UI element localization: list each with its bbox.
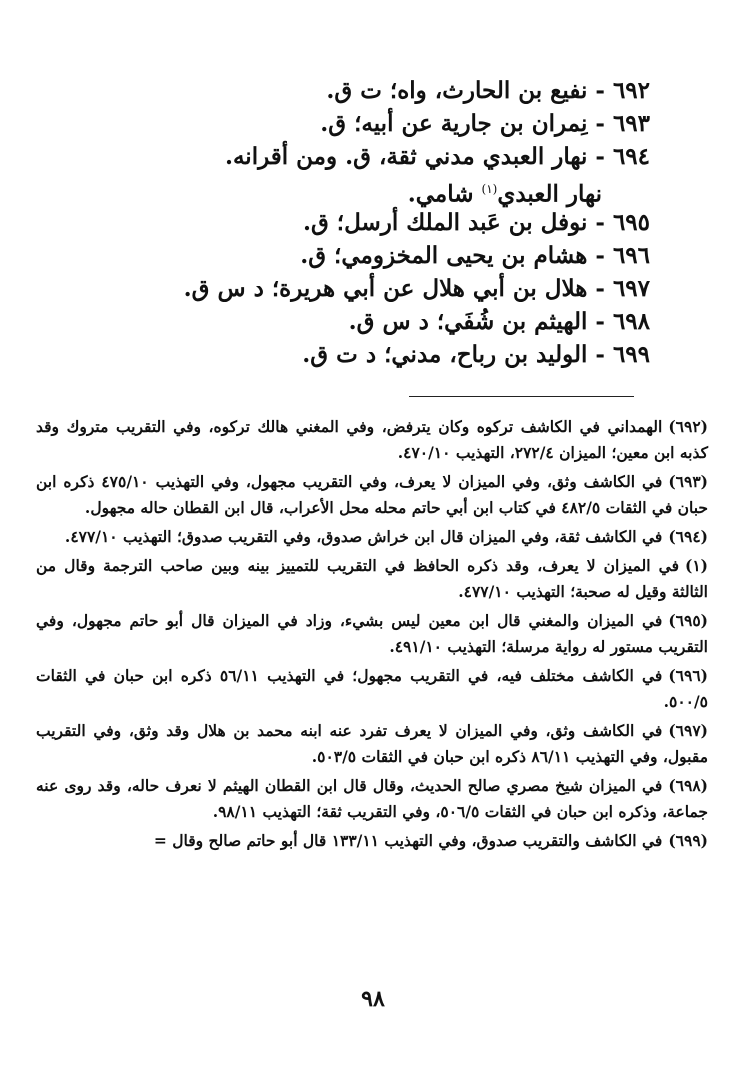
footnote <box>36 828 708 854</box>
footnote <box>36 663 708 715</box>
entry-text: الهيثم بن شُفَي؛ د س ق. <box>348 308 588 335</box>
entry-number: ٦٩٥ - <box>595 209 650 236</box>
footnote-tag: (٦٩٦) <box>668 666 708 685</box>
footnote <box>36 773 708 825</box>
entry-text: نهار العبدي <box>497 180 602 208</box>
entry-number: ٦٩٩ - <box>595 341 650 368</box>
entry-text: شامي. <box>407 180 482 208</box>
list-item <box>130 338 650 371</box>
entry-text: نهار العبدي مدني ثقة، ق. ومن أقرانه. <box>224 143 588 170</box>
footnote <box>36 608 708 660</box>
footnote-reference[interactable]: (١) <box>481 182 498 196</box>
entry-number: ٦٩٤ - <box>595 143 650 170</box>
footnote-tag: (٦٩٢) <box>668 417 708 436</box>
footnotes <box>36 414 708 857</box>
footnote-text: في الكاشف ثقة، وفي الميزان قال ابن خراش صدوق، وفي التقريب صدوق؛ التهذيب ٤٧٧/١٠. <box>64 527 663 546</box>
footnote-tag: (٦٩٨) <box>668 776 708 795</box>
footnote <box>36 718 708 770</box>
entry-text: نفيع بن الحارث، واه؛ ت ق. <box>326 77 588 104</box>
footnote <box>36 469 708 521</box>
footnote-text: في الكاشف مختلف فيه، في التقريب مجهول؛ في التهذيب ٥٦/١١ ذكره ابن حبان في الثقات ٥٠٠/٥. <box>36 666 708 711</box>
footnote-text: في الميزان لا يعرف، وقد ذكره الحافظ في التقريب للتمييز بينه وبين صاحب الترجمة وقال من الثالثة وقيل له صحبة؛ التهذيب ٤٧٧/١٠. <box>36 556 708 601</box>
list-item-continuation <box>130 173 650 206</box>
entry-number: ٦٩٦ - <box>595 242 650 269</box>
entry-text: الوليد بن رباح، مدني؛ د ت ق. <box>302 341 588 368</box>
entry-number: ٦٩٨ - <box>595 308 650 335</box>
entry-number: ٦٩٢ - <box>595 77 650 104</box>
footnote <box>36 524 708 550</box>
entry-text: نوفل بن عَبد الملك أرسل؛ ق. <box>302 209 588 236</box>
footnote-text: في الكاشف وثق، وفي الميزان لا يعرف، وفي التقريب مجهول، وفي التهذيب ٤٧٥/١٠ ذكره ابن حبان في الثقات ٤٨٢/٥ في كتاب ابن أبي حاتم محله محل الأعراب، قال ابن القطان حاله مجهول. <box>36 472 708 517</box>
entry-number: ٦٩٣ - <box>595 110 650 137</box>
list-item <box>130 305 650 338</box>
narrator-list <box>130 74 650 371</box>
footnote-tag: (٦٩٤) <box>668 527 708 546</box>
footnote <box>36 414 708 466</box>
list-item <box>130 140 650 173</box>
entry-text: نِمران بن جارية عن أبيه؛ ق. <box>320 110 588 137</box>
footnote-text: في الميزان شيخ مصري صالح الحديث، وقال قال ابن القطان الهيثم لا نعرف حاله، وقد روى عنه جماعة، وذكره ابن حبان في الثقات ٥٠٦/٥، وفي التقريب ثقة؛ التهذيب ٩٨/١١. <box>36 776 708 821</box>
entry-text: هشام بن يحيى المخزومي؛ ق. <box>300 242 588 269</box>
footnote-tag: (١) <box>684 556 708 575</box>
footnote-text: في الميزان والمغني قال ابن معين ليس بشيء، وزاد في الميزان قال أبو حاتم مجهول، وفي التقريب مستور له رواية مرسلة؛ التهذيب ٤٩١/١٠. <box>36 611 708 656</box>
footnote-tag: (٦٩٣) <box>668 472 708 491</box>
list-item <box>130 74 650 107</box>
footnote-text: الهمداني في الكاشف تركوه وكان يترفض، وفي المغني هالك تركوه، وفي التقريب متروك وقد كذبه ابن معين؛ الميزان ٢٧٢/٤، التهذيب ٤٧٠/١٠. <box>36 417 708 462</box>
footnote-text: في الكاشف وثق، وفي الميزان لا يعرف تفرد عنه ابنه محمد بن هلال وقد وثق، وفي التقريب مقبول، وفي التهذيب ٨٦/١١ ذكره ابن حبان في الثقات ٥٠٣/٥. <box>36 721 708 766</box>
footnote-text: في الكاشف والتقريب صدوق، وفي التهذيب ١٣٣/١١ قال أبو حاتم صالح وقال = <box>153 831 663 850</box>
list-item <box>130 107 650 140</box>
footnote-tag: (٦٩٥) <box>668 611 708 630</box>
footnote-divider <box>409 396 634 397</box>
entry-number: ٦٩٧ - <box>595 275 650 302</box>
footnote-tag: (٦٩٩) <box>668 831 708 850</box>
page-number: ٩٨ <box>361 986 385 1012</box>
footnote <box>36 553 708 605</box>
entry-text: هلال بن أبي هلال عن أبي هريرة؛ د س ق. <box>183 275 588 302</box>
list-item <box>130 272 650 305</box>
list-item <box>130 206 650 239</box>
footnote-tag: (٦٩٧) <box>668 721 708 740</box>
list-item <box>130 239 650 272</box>
